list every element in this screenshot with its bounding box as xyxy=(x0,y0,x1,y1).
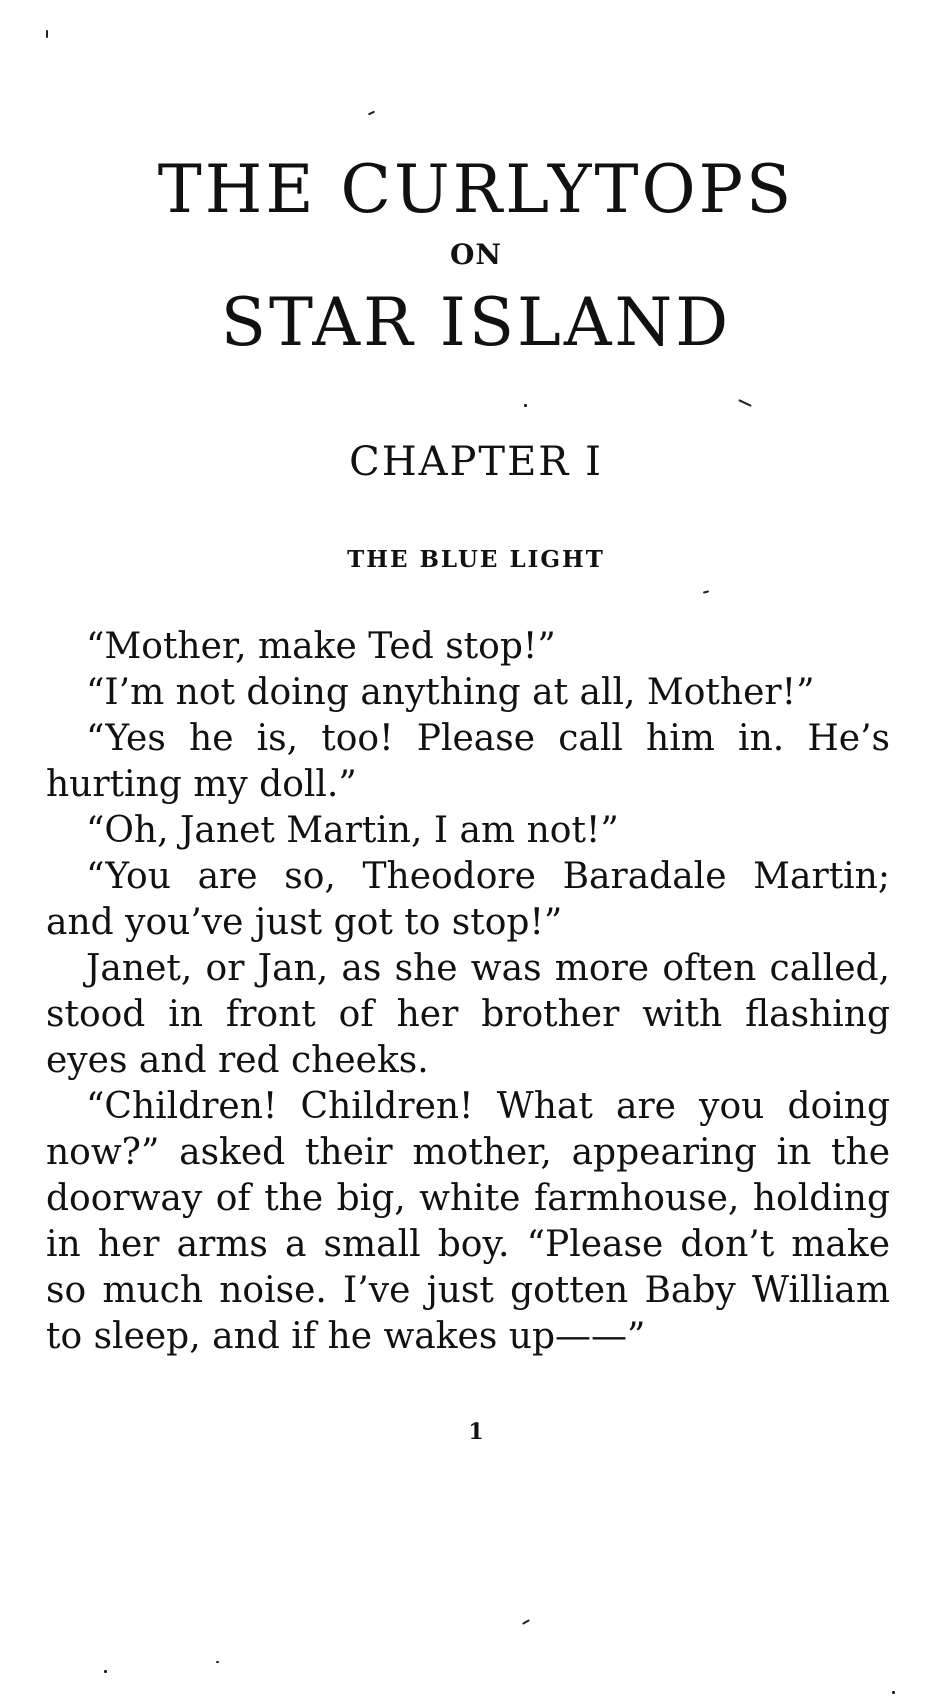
scan-speck xyxy=(892,1691,895,1694)
paragraph: “Yes he is, too! Please call him in. He’s hurting my doll.” xyxy=(46,718,890,805)
book-title-line2: STAR ISLAND xyxy=(220,284,732,361)
page-number: 1 xyxy=(468,1419,484,1445)
scan-speck xyxy=(104,1670,107,1673)
chapter-body xyxy=(46,624,890,1360)
chapter-subtitle: THE BLUE LIGHT xyxy=(347,546,605,573)
book-title-line1: THE CURLYTOPS xyxy=(157,151,795,228)
chapter-heading: CHAPTER I xyxy=(349,439,603,485)
paragraph: Janet, or Jan, as she was more often called, stood in front of her brother with flashing eyes and red cheeks. xyxy=(46,948,890,1081)
paragraph: “I’m not doing anything at all, Mother!” xyxy=(86,672,815,713)
scan-speck xyxy=(522,1619,530,1625)
paragraph: “Mother, make Ted stop!” xyxy=(86,626,556,667)
scan-speck xyxy=(368,111,375,116)
scan-speck xyxy=(524,404,527,407)
scan-speck xyxy=(738,399,752,407)
book-title-connector: ON xyxy=(450,238,502,271)
scan-speck xyxy=(216,1661,219,1663)
paragraph: “Children! Children! What are you doing now?” asked their mother, appearing in the doorway of the big, white farmhouse, holding in her arms a small boy. “Please don’t make so much noise. I’ve just gotten Baby William to sleep, and if he wakes up——” xyxy=(46,1086,890,1357)
paragraph: “You are so, Theodore Baradale Martin; and you’ve just got to stop!” xyxy=(46,856,890,943)
scan-speck xyxy=(703,590,709,593)
scan-speck xyxy=(46,30,48,38)
paragraph: “Oh, Janet Martin, I am not!” xyxy=(86,810,619,851)
